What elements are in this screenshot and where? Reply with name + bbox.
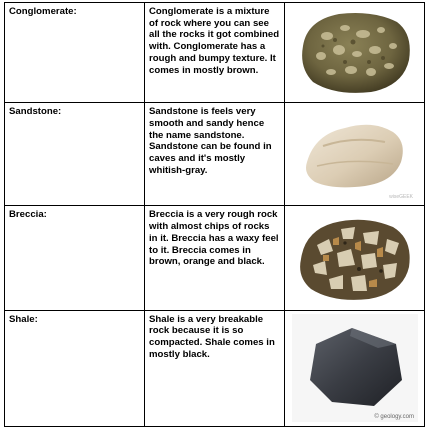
table-row xyxy=(5,310,425,426)
image-credit: wiseGEEK xyxy=(388,194,413,201)
rock-image-cell xyxy=(285,103,425,206)
table-row xyxy=(5,103,425,206)
rock-image-cell xyxy=(285,206,425,310)
rock-description: Sandstone is feels very smooth and sandy hence the name sandstone. Sandstone can be found in caves and it's mostly whitish-gray. xyxy=(145,103,285,206)
rock-description: Conglomerate is a mixture of rock where you can see all the rocks it got combined with. Conglomerate has a rough and bumpy texture. It comes in mostly brown. xyxy=(145,3,285,103)
breccia-rock-image xyxy=(293,209,417,305)
rock-description: Shale is a very breakable rock because it is so compacted. Shale comes in mostly black. xyxy=(145,310,285,426)
rock-image-cell xyxy=(285,3,425,103)
rock-image-cell xyxy=(285,310,425,426)
shale-rock-image xyxy=(292,314,418,422)
rock-name: Breccia: xyxy=(5,206,145,310)
image-credit: © geology.com xyxy=(373,413,414,420)
rock-name: Conglomerate: xyxy=(5,3,145,103)
conglomerate-rock-image xyxy=(293,6,417,98)
sandstone-rock-image xyxy=(293,106,417,202)
rock-name: Sandstone: xyxy=(5,103,145,206)
rock-description: Breccia is a very rough rock with almost chips of rocks in it. Breccia has a waxy feel to it. Breccia comes in brown, orange and black. xyxy=(145,206,285,310)
table-row xyxy=(5,3,425,103)
table-row xyxy=(5,206,425,310)
rock-name: Shale: xyxy=(5,310,145,426)
rock-types-table xyxy=(4,2,425,427)
